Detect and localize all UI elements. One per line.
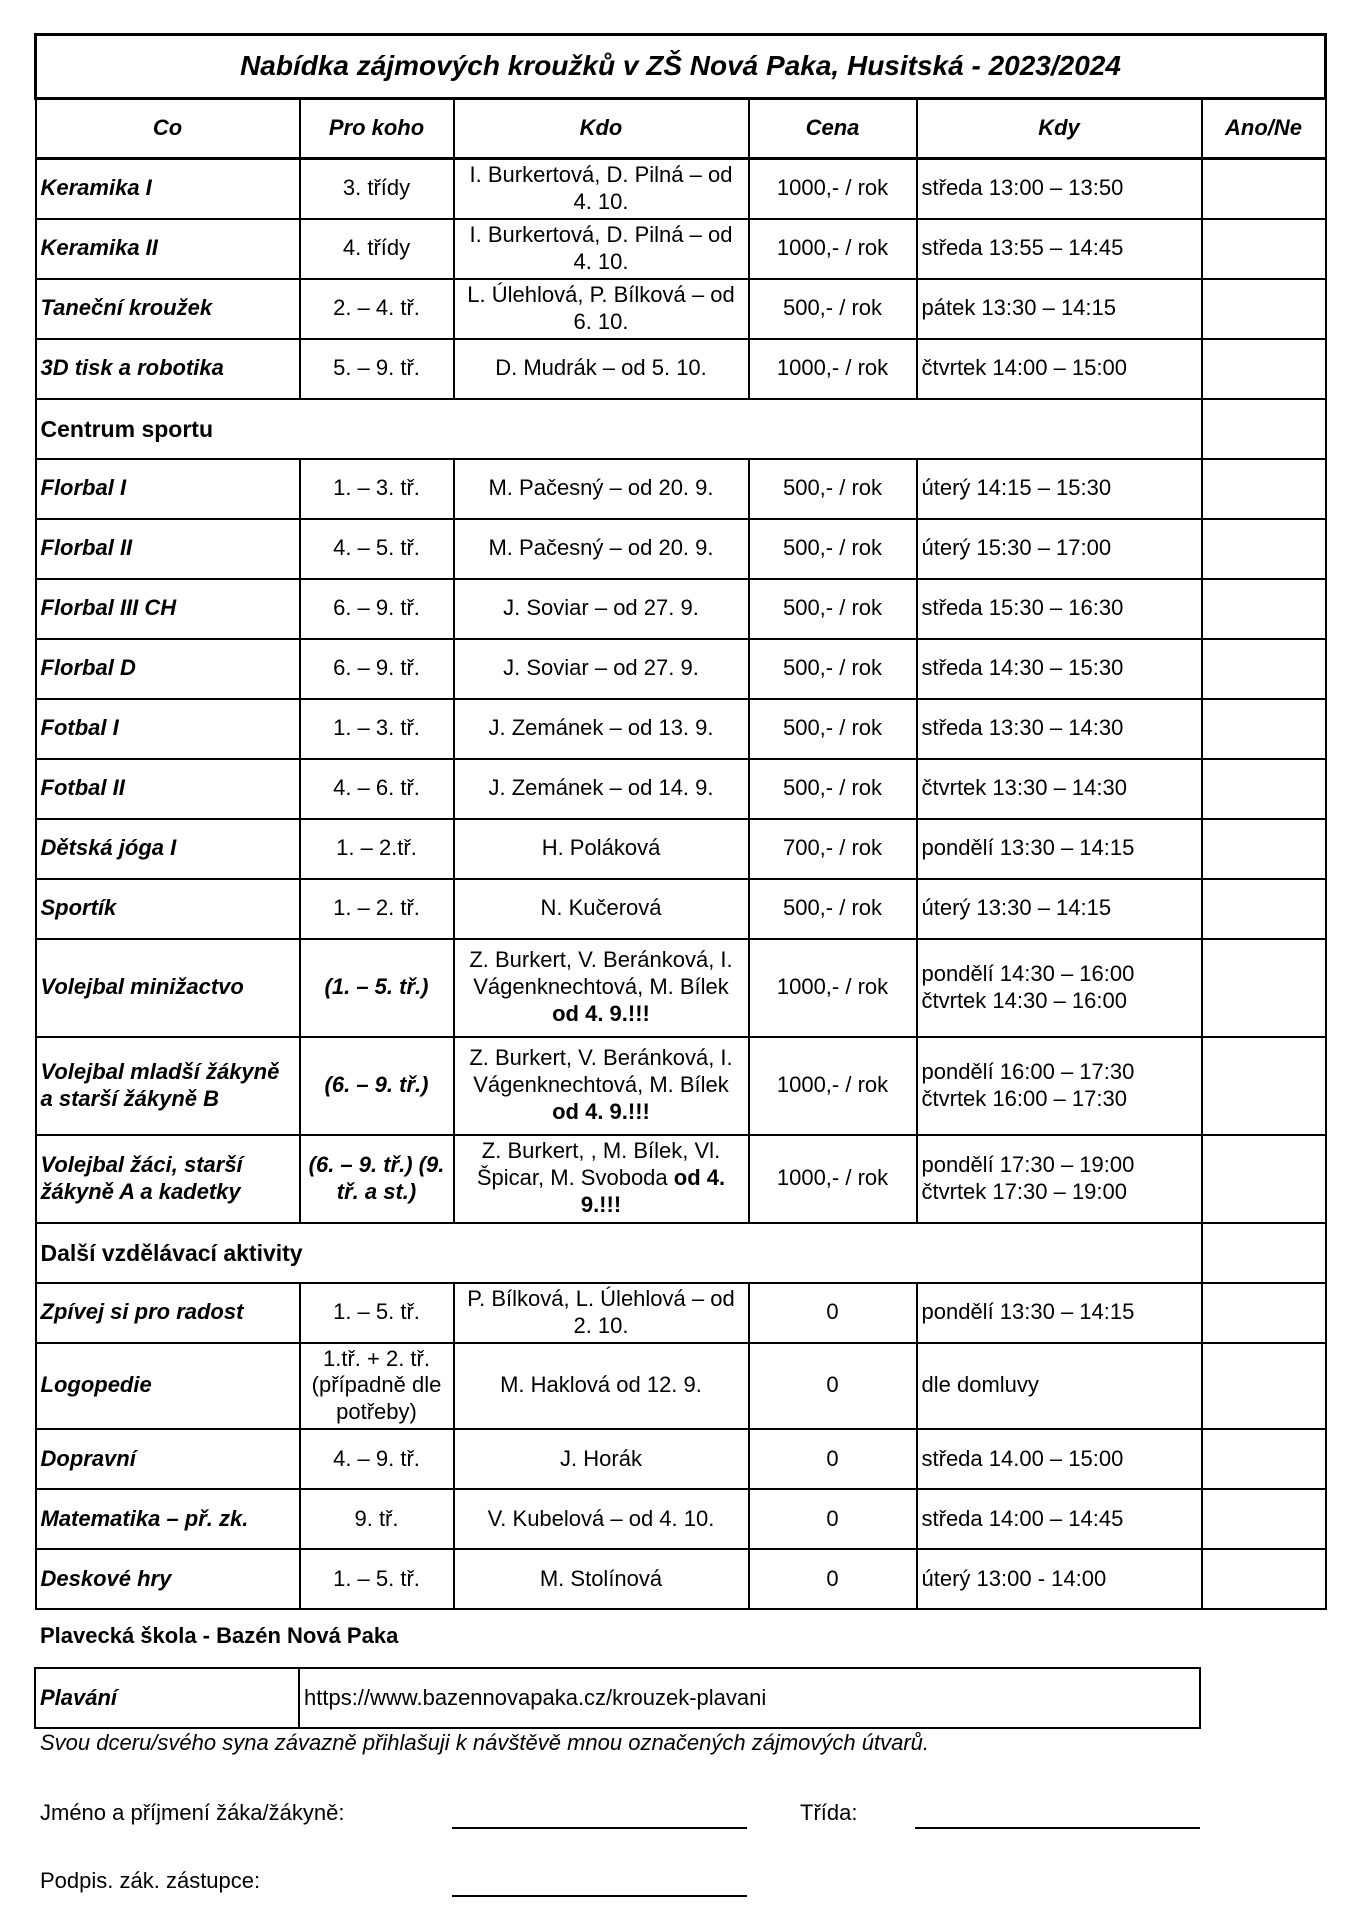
table-row [36,1283,1326,1343]
table-row [36,579,1326,639]
section-row [36,399,1326,459]
club-target: 4. – 6. tř. [300,759,454,819]
club-target: 1. – 3. tř. [300,699,454,759]
club-target: 4. – 5. tř. [300,519,454,579]
club-time: úterý 14:15 – 15:30 [917,459,1202,519]
yes-no-cell[interactable] [1202,459,1326,519]
club-price: 500,- / rok [749,699,917,759]
club-target: 1. – 5. tř. [300,1549,454,1609]
header-ano-ne: Ano/Ne [1202,99,1326,159]
club-name: Fotbal I [36,699,300,759]
section-title-other: Další vzdělávací aktivity [36,1223,1202,1283]
swim-row [35,1668,1200,1728]
club-target: 1. – 5. tř. [300,1283,454,1343]
club-name: Volejbal žáci, starší žákyně A a kadetky [36,1135,300,1223]
club-time-1: pondělí 17:30 – 19:00 [921,1151,1135,1177]
student-name-field[interactable] [452,1827,747,1829]
section-title-sport: Centrum sportu [36,399,1202,459]
swim-school-title: Plavecká škola - Bazén Nová Paka [40,1623,399,1648]
club-name: Taneční kroužek [36,279,300,339]
club-price: 500,- / rok [749,639,917,699]
club-target: 4. – 9. tř. [300,1429,454,1489]
club-name: Florbal III CH [36,579,300,639]
table-row [36,939,1326,1037]
table-row [36,1037,1326,1135]
table-row [36,339,1326,399]
club-price: 0 [749,1549,917,1609]
offer-sheet [34,33,1324,1610]
student-name-label: Jméno a příjmení žáka/žákyně: [40,1800,345,1825]
swim-label: Plavání [35,1668,299,1728]
yes-no-cell[interactable] [1202,519,1326,579]
club-time: středa 13:30 – 14:30 [917,699,1202,759]
club-price: 500,- / rok [749,879,917,939]
club-time: dle domluvy [917,1343,1202,1429]
club-name: Keramika II [36,219,300,279]
club-time [917,1135,1202,1223]
club-target: 1. – 2.tř. [300,819,454,879]
class-label: Třída: [800,1800,858,1825]
club-time: pondělí 13:30 – 14:15 [917,1283,1202,1343]
table-row [36,639,1326,699]
club-leader: J. Soviar – od 27. 9. [454,579,749,639]
club-leader-names: Z. Burkert, V. Beránková, I. Vágenknechtová, M. Bílek [469,1045,733,1098]
table-row [36,1135,1326,1223]
yes-no-cell[interactable] [1202,1429,1326,1489]
club-name: Zpívej si pro radost [36,1283,300,1343]
yes-no-cell[interactable] [1202,1037,1326,1135]
header-kdy: Kdy [917,99,1202,159]
club-target: (6. – 9. tř.) [300,1037,454,1135]
club-price: 1000,- / rok [749,1037,917,1135]
yes-no-cell[interactable] [1202,879,1326,939]
club-name: Keramika I [36,159,300,219]
club-price: 700,- / rok [749,819,917,879]
club-leader-names: Z. Burkert, V. Beránková, I. Vágenknechtová, M. Bílek [469,947,733,1000]
club-price: 1000,- / rok [749,159,917,219]
club-target: 5. – 9. tř. [300,339,454,399]
yes-no-cell[interactable] [1202,939,1326,1037]
yes-no-cell[interactable] [1202,339,1326,399]
club-price: 0 [749,1343,917,1429]
table-row [36,219,1326,279]
section-row [36,1223,1326,1283]
club-target: 6. – 9. tř. [300,639,454,699]
header-co: Co [36,99,300,159]
club-time: středa 13:55 – 14:45 [917,219,1202,279]
table-row [36,1429,1326,1489]
club-leader: M. Pačesný – od 20. 9. [454,519,749,579]
club-start-date: od 4. 9.!!! [552,1001,650,1027]
yes-no-cell [1202,399,1326,459]
yes-no-cell[interactable] [1202,579,1326,639]
club-leader: H. Poláková [454,819,749,879]
yes-no-cell[interactable] [1202,219,1326,279]
class-field[interactable] [915,1827,1200,1829]
club-leader: L. Úlehlová, P. Bílková – od 6. 10. [454,279,749,339]
club-price: 500,- / rok [749,759,917,819]
club-leader: V. Kubelová – od 4. 10. [454,1489,749,1549]
club-time: středa 14:00 – 14:45 [917,1489,1202,1549]
club-start-date: od 4. 9.!!! [552,1099,650,1125]
club-leader-names: Z. Burkert, , M. Bílek, Vl. Špicar, M. Svoboda [476,1138,721,1191]
yes-no-cell[interactable] [1202,1135,1326,1223]
club-time [917,1037,1202,1135]
club-time: středa 14:30 – 15:30 [917,639,1202,699]
club-name: Volejbal mladší žákyně a starší žákyně B [36,1037,300,1135]
club-price: 500,- / rok [749,279,917,339]
club-price: 1000,- / rok [749,219,917,279]
page-title: Nabídka zájmových kroužků v ZŠ Nová Paka, Husitská - 2023/2024 [36,35,1326,99]
club-time: pondělí 13:30 – 14:15 [917,819,1202,879]
club-target: 2. – 4. tř. [300,279,454,339]
table-row [36,1489,1326,1549]
table-row [36,279,1326,339]
yes-no-cell[interactable] [1202,639,1326,699]
club-time: úterý 13:00 - 14:00 [917,1549,1202,1609]
club-time: čtvrtek 13:30 – 14:30 [917,759,1202,819]
club-time [917,939,1202,1037]
yes-no-cell[interactable] [1202,759,1326,819]
club-leader: M. Stolínová [454,1549,749,1609]
club-name: Logopedie [36,1343,300,1429]
table-row [36,519,1326,579]
club-time: středa 15:30 – 16:30 [917,579,1202,639]
swim-url-link[interactable]: https://www.bazennovapaka.cz/krouzek-plavani [299,1668,1200,1728]
club-price: 1000,- / rok [749,939,917,1037]
club-time-2: čtvrtek 14:30 – 16:00 [921,987,1127,1013]
club-target: 9. tř. [300,1489,454,1549]
table-row [36,699,1326,759]
table-row [36,819,1326,879]
signature-field[interactable] [452,1895,747,1897]
club-price: 1000,- / rok [749,339,917,399]
club-time: středa 13:00 – 13:50 [917,159,1202,219]
club-leader: J. Zemánek – od 14. 9. [454,759,749,819]
club-time-2: čtvrtek 16:00 – 17:30 [921,1085,1127,1111]
header-pro-koho: Pro koho [300,99,454,159]
yes-no-cell[interactable] [1202,1283,1326,1343]
clubs-table [34,33,1327,1610]
club-start-date: od 4. 9.!!! [580,1165,726,1218]
club-leader: M. Pačesný – od 20. 9. [454,459,749,519]
yes-no-cell[interactable] [1202,1489,1326,1549]
club-leader: J. Soviar – od 27. 9. [454,639,749,699]
club-time-1: pondělí 16:00 – 17:30 [921,1058,1135,1084]
club-target: (6. – 9. tř.) (9. tř. a st.) [300,1135,454,1223]
table-row [36,1343,1326,1429]
club-leader [454,1135,749,1223]
yes-no-cell[interactable] [1202,699,1326,759]
club-target: 4. třídy [300,219,454,279]
club-name: Sportík [36,879,300,939]
club-leader: I. Burkertová, D. Pilná – od 4. 10. [454,219,749,279]
club-name: 3D tisk a robotika [36,339,300,399]
club-name: Fotbal II [36,759,300,819]
club-target: 3. třídy [300,159,454,219]
club-leader [454,939,749,1037]
club-time: pátek 13:30 – 14:15 [917,279,1202,339]
club-name: Florbal II [36,519,300,579]
declaration-text: Svou dceru/svého syna závazně přihlašuji k návštěvě mnou označených zájmových útvarů. [40,1730,930,1755]
club-name: Deskové hry [36,1549,300,1609]
club-name: Matematika – př. zk. [36,1489,300,1549]
table-row [36,759,1326,819]
club-leader: P. Bílková, L. Úlehlová – od 2. 10. [454,1283,749,1343]
swim-table [34,1667,1201,1729]
club-name: Florbal D [36,639,300,699]
club-name: Florbal I [36,459,300,519]
yes-no-cell[interactable] [1202,819,1326,879]
header-kdo: Kdo [454,99,749,159]
yes-no-cell[interactable] [1202,1343,1326,1429]
table-row [36,1549,1326,1609]
club-target: (1. – 5. tř.) [300,939,454,1037]
club-target: 1. – 2. tř. [300,879,454,939]
club-time-1: pondělí 14:30 – 16:00 [921,960,1135,986]
club-leader: N. Kučerová [454,879,749,939]
club-leader: D. Mudrák – od 5. 10. [454,339,749,399]
yes-no-cell[interactable] [1202,159,1326,219]
club-leader [454,1037,749,1135]
club-target: 1.tř. + 2. tř. (případně dle potřeby) [300,1343,454,1429]
club-price: 500,- / rok [749,459,917,519]
club-price: 0 [749,1489,917,1549]
table-row [36,459,1326,519]
club-price: 1000,- / rok [749,1135,917,1223]
signature-label: Podpis. zák. zástupce: [40,1868,261,1893]
club-leader: J. Horák [454,1429,749,1489]
table-row [36,159,1326,219]
club-name: Dětská jóga I [36,819,300,879]
club-time: úterý 13:30 – 14:15 [917,879,1202,939]
club-time: středa 14.00 – 15:00 [917,1429,1202,1489]
club-time-2: čtvrtek 17:30 – 19:00 [921,1178,1127,1204]
club-time: úterý 15:30 – 17:00 [917,519,1202,579]
yes-no-cell [1202,1223,1326,1283]
club-price: 0 [749,1429,917,1489]
club-target: 1. – 3. tř. [300,459,454,519]
club-name: Dopravní [36,1429,300,1489]
club-price: 500,- / rok [749,519,917,579]
yes-no-cell[interactable] [1202,1549,1326,1609]
club-price: 500,- / rok [749,579,917,639]
table-header-row [36,99,1326,159]
club-target: 6. – 9. tř. [300,579,454,639]
header-cena: Cena [749,99,917,159]
yes-no-cell[interactable] [1202,279,1326,339]
club-name: Volejbal minižactvo [36,939,300,1037]
club-leader: J. Zemánek – od 13. 9. [454,699,749,759]
club-leader: M. Haklová od 12. 9. [454,1343,749,1429]
club-time: čtvrtek 14:00 – 15:00 [917,339,1202,399]
club-leader: I. Burkertová, D. Pilná – od 4. 10. [454,159,749,219]
club-price: 0 [749,1283,917,1343]
table-row [36,879,1326,939]
